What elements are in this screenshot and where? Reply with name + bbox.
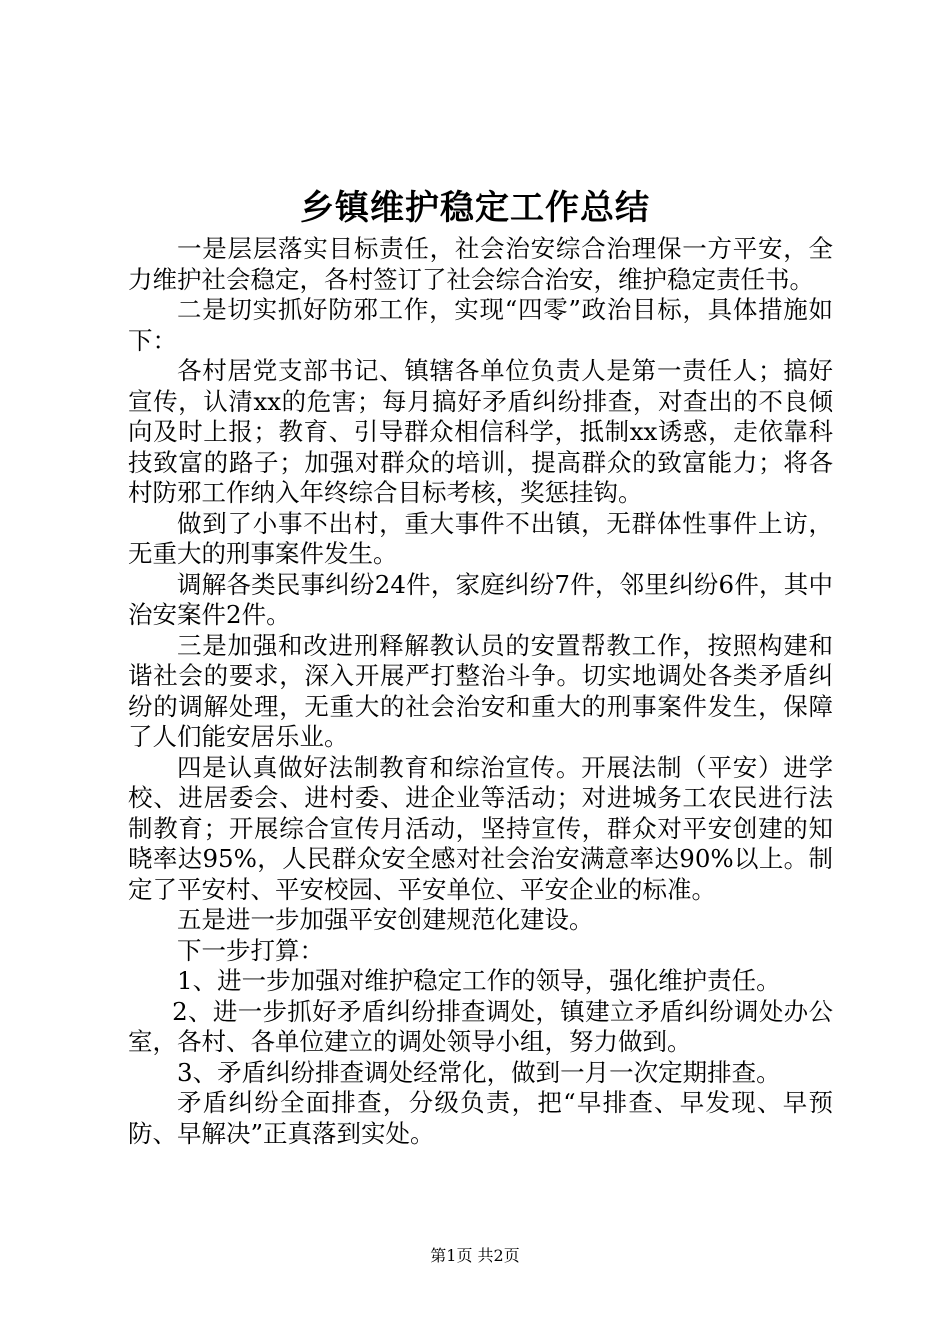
document-title: 乡镇维护稳定工作总结	[300, 188, 650, 228]
paragraph-12: 3、矛盾纠纷排查调处经常化，做到一月一次定期排查。	[177, 1057, 781, 1087]
paragraph-9: 下一步打算：	[177, 935, 324, 965]
paragraph-10: 1、进一步加强对维护稳定工作的领导，强化维护责任。	[177, 966, 781, 995]
paragraph-11: 2、进一步抓好矛盾纠纷排查调处，镇建立矛盾纠纷调处办公室，各村、各单位建立的调处领导小组，努力做到。	[128, 996, 833, 1056]
paragraph-3: 各村居党支部书记、镇辖各单位负责人是第一责任人；搞好宣传，认清xx的危害；每月搞好矛盾纠纷排查，对查出的不良倾向及时上报；教育、引导群众相信科学，抵制xx诱惑，走依靠科技致富的路子；加强对群众的培训，提高群众的致富能力；将各村防邪工作纳入年终综合目标考核，奖惩挂钩。	[128, 356, 833, 507]
paragraph-8: 五是进一步加强平安创建规范化建设。	[177, 905, 594, 934]
paragraph-2: 二是切实抓好防邪工作，实现“四零”政治目标，具体措施如下：	[128, 295, 833, 355]
paragraph-5: 调解各类民事纠纷24件，家庭纠纷7件，邻里纠纷6件，其中治安案件2件。	[128, 569, 833, 629]
page-footer: 第1页 共2页	[430, 1246, 520, 1265]
paragraph-1: 一是层层落实目标责任，社会治安综合治理保一方平安，全力维护社会稳定，各村签订了社会综合治安，维护稳定责任书。	[128, 234, 833, 294]
paragraph-6: 三是加强和改进刑释解教认员的安置帮教工作，按照构建和谐社会的要求，深入开展严打整治斗争。切实地调处各类矛盾纠纷的调解处理，无重大的社会治安和重大的刑事案件发生，保障了人们能安居乐业。	[128, 630, 833, 751]
paragraph-13: 矛盾纠纷全面排查，分级负责，把“早排查、早发现、早预防、早解决”正真落到实处。	[128, 1088, 833, 1148]
paragraph-7: 四是认真做好法制教育和综治宣传。开展法制（平安）进学校、进居委会、进村委、进企业等活动；对进城务工农民进行法制教育；开展综合宣传月活动，坚持宣传，群众对平安创建的知晓率达95%，人民群众安全感对社会治安满意率达90%以上。制定了平安村、平安校园、平安单位、平安企业的标准。	[128, 752, 833, 904]
document-body	[128, 234, 833, 1149]
paragraph-4: 做到了小事不出村，重大事件不出镇，无群体性事件上访，无重大的刑事案件发生。	[128, 508, 833, 568]
